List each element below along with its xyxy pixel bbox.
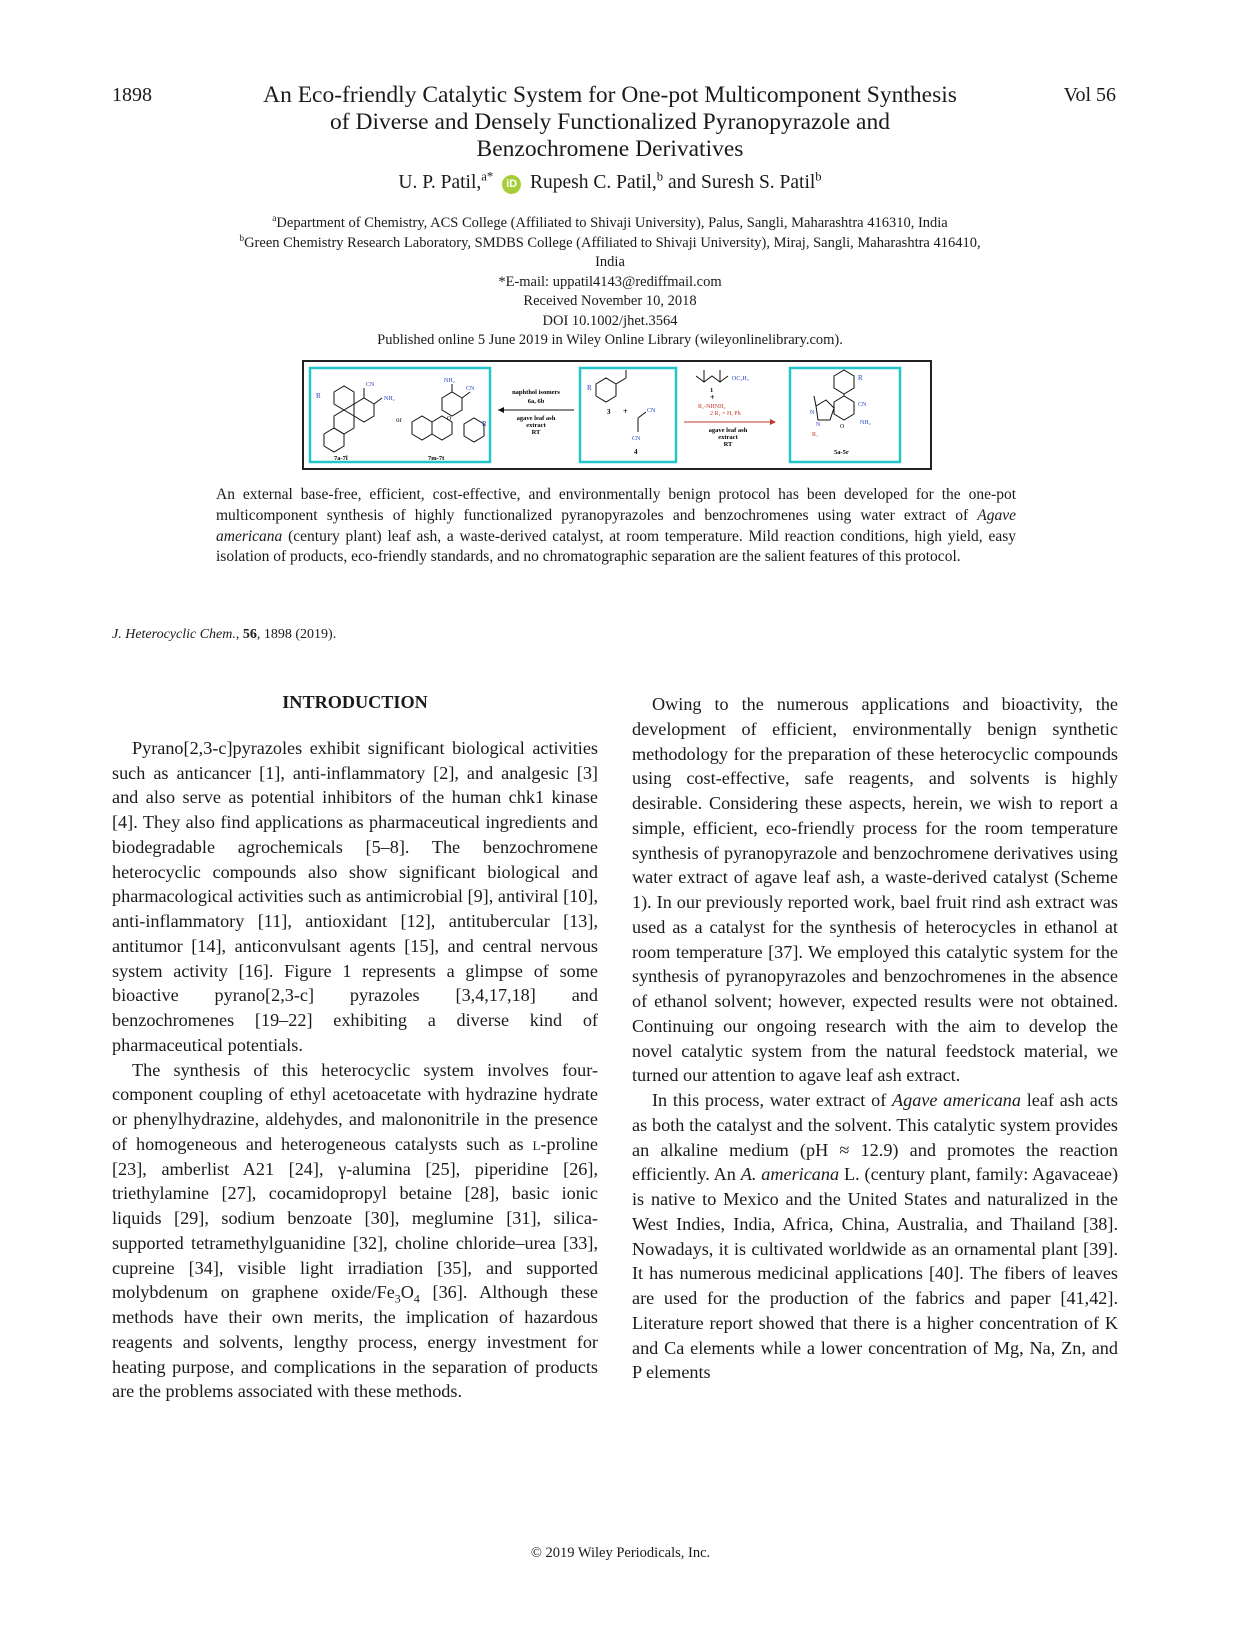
scheme-nh2-1: NH₂ <box>384 396 395 402</box>
scheme-cn-1: CN <box>366 382 375 388</box>
benzochromene-structure-2 <box>412 384 484 442</box>
num-4: 4 <box>634 448 638 456</box>
scheme-r-3: R <box>587 384 592 392</box>
num-3: 3 <box>607 408 611 416</box>
ethyl-acetoacetate-structure <box>696 370 728 382</box>
affiliation-b-label: b <box>239 233 245 244</box>
scheme-nh2-3: NH₂ <box>860 420 871 426</box>
scheme-cn-2: CN <box>466 386 475 392</box>
scheme-nh2-2: NH₂ <box>444 378 455 384</box>
scheme-r1: R₁ <box>812 432 819 438</box>
cond-left-5: RT <box>531 429 541 436</box>
paragraph-4: In this process, water extract of Agave americana leaf ash acts as both the catalyst and the solvent. This catalytic system provides an alkaline medium (pH ≈ 12.9) and promotes the reaction efficiently. An A. americana L. (century plant, family: Agavaceae) is native to Mexico and the United States and naturalized in the West Indies, India, Africa, China, Australia, and Thailand [38]. Nowadays, it is cultivated worldwide as an ornamental plant [39]. It has numerous medicinal applications [40]. The fibers of leaves are used for the production of the fabrics and paper [41,42]. Literature report showed that there is a higher concentration of K and Ca elements while a lower concentration of Mg, Na, Zn, and P elements <box>632 1090 1118 1383</box>
affiliations <box>205 214 1015 351</box>
cond-right-2: extract <box>718 434 738 441</box>
title-line-2: of Diverse and Densely Functionalized Pyranopyrazole and <box>330 109 890 135</box>
cond-left-1: naphthol isomers <box>512 389 560 396</box>
author-1-affiliation: a* <box>481 169 494 184</box>
cond-left-4: extract <box>526 422 546 429</box>
reactant-box <box>580 368 676 462</box>
affiliation-b: $^b$Green Chemistry Research Laboratory, SMDBS College (Affiliated to Shivaji University), Miraj, Sangli, Maharashtra 416410, India <box>239 233 981 270</box>
scheme-cn-3: CN <box>647 408 656 414</box>
author-2-affiliation: b <box>656 169 664 184</box>
title-line-1: An Eco-friendly Catalytic System for One-pot Multicomponent Synthesis <box>263 82 957 108</box>
cond-right-3: RT <box>723 441 733 448</box>
body-column-right <box>632 692 1118 1385</box>
journal-volume: 56 <box>242 627 257 642</box>
title-line-3: Benzochromene Derivatives <box>476 136 744 162</box>
hydrazine: R₁-NHNH₂ <box>698 404 726 410</box>
scheme-plus-2: + <box>710 393 715 402</box>
scheme-cn-5: CN <box>858 402 867 408</box>
scheme-r-1: R <box>316 392 321 400</box>
scheme-o-1: O <box>447 416 452 422</box>
reagent-1: OC₂H₅ <box>732 376 749 382</box>
scheme-o-2: O <box>840 424 845 430</box>
benzochromene-structure-1 <box>324 386 382 452</box>
scheme-n-2: N <box>816 422 821 428</box>
author-3-affiliation: b <box>815 169 822 184</box>
malononitrile-structure <box>638 412 646 432</box>
orcid-icon[interactable]: iD <box>502 175 521 194</box>
aldehyde-structure <box>596 370 626 402</box>
doi[interactable]: DOI 10.1002/jhet.3564 <box>542 312 678 329</box>
num-1: 1 <box>710 387 714 394</box>
label-7m-7t: 7m-7t <box>428 455 445 462</box>
copyright-footer: © 2019 Wiley Periodicals, Inc. <box>530 1545 711 1561</box>
abstract: An external base-free, efficient, cost-effective, and environmentally benign protocol has been developed for the one-pot multicomponent synthesis of highly functionalized pyranopyrazoles and benzochromenes using water extract of Agave americana (century plant) leaf ash, a waste-derived catalyst, at room temperature. Mild reaction conditions, high yield, easy isolation of products, eco-friendly standards, and no chromatographic separation are the salient features of this protocol. <box>216 486 1016 566</box>
section-heading-introduction: INTRODUCTION <box>282 692 428 712</box>
article-title <box>230 82 990 163</box>
cond-left-2: 6a, 6b <box>527 398 545 405</box>
scheme-r-4: R <box>858 374 863 382</box>
published-note: Published online 5 June 2019 in Wiley Online Library (wileyonlinelibrary.com). <box>377 332 843 348</box>
num-2: 2 R₁ = H, Ph <box>710 411 741 417</box>
cond-left-3: agave leaf ash <box>516 415 556 422</box>
scheme-r-2: R <box>482 420 487 428</box>
author-3: and Suresh S. Patil <box>663 172 816 193</box>
affiliation-a: $^a$Department of Chemistry, ACS College (Affiliated to Shivaji University), Palus, Sangli, Maharashtra 416310, India <box>272 214 948 231</box>
product-box-right <box>790 368 900 462</box>
paragraph-3: Owing to the numerous applications and bioactivity, the development of efficient, environmentally benign synthetic methodology for the preparation of these heterocyclic compounds using cost-effective, safe reagents, and solvents is highly desirable. Considering these aspects, herein, we wish to report a simple, efficient, eco-friendly process for the room temperature synthesis of pyranopyrazole and benzochromene derivatives using water extract of agave leaf ash, a waste-derived catalyst (Scheme 1). In our previously reported work, bael fruit rind ash extract was used as a catalyst for the synthesis of heterocycles in ethanol at room temperature [37]. We employed this catalytic system for the synthesis of pyranopyrazoles and benzochromenes in the absence of ethanol solvent; however, expected results were not obtained. Continuing our ongoing research with the aim to develop the novel catalytic system from the natural feedstock material, we turned our attention to agave leaf ash extract. <box>632 694 1118 1086</box>
scheme-or: or <box>396 416 402 424</box>
body-column-left <box>112 692 598 1404</box>
abstract-species: Agave americana <box>216 506 1016 545</box>
author-1: U. P. Patil, <box>398 172 482 193</box>
product-box-left <box>310 368 490 462</box>
graphical-abstract-scheme <box>302 360 932 470</box>
scheme-drawing <box>304 362 930 468</box>
affiliation-a-label: a <box>272 214 277 225</box>
scheme-cn-4: CN <box>632 436 641 442</box>
email[interactable]: *E-mail: uppatil4143@rediffmail.com <box>498 273 722 290</box>
cond-right-1: agave leaf ash <box>708 427 748 434</box>
label-5a-5r: 5a-5r <box>834 449 849 456</box>
author-list <box>230 169 990 194</box>
pyranopyrazole-structure <box>814 370 854 420</box>
journal-citation: J. Heterocyclic Chem., 56, 1898 (2019). <box>112 627 337 642</box>
author-2: Rupesh C. Patil, <box>525 172 657 193</box>
paragraph-1: Pyrano[2,3-c]pyrazoles exhibit significant biological activities such as anticancer [1], anti-inflammatory [2], and analgesic [3] and also serve as potential inhibitors of the human chk1 kinase [4]. They also find applications as pharmaceutical ingredients and biodegradable agrochemicals [5–8]. The benzochromene heterocyclic compounds also show significant biological and pharmacological activities such as antimicrobial [9], antiviral [10], anti-inflammatory [11], antioxidant [12], antitubercular [13], antitumor [14], anticonvulsant agents [15], and central nervous system activity [16]. Figure 1 represents a glimpse of some bioactive pyrano[2,3-c] pyrazoles [3,4,17,18] and benzochromenes [19–22] exhibiting a diverse kind of pharmaceutical potentials. <box>112 737 598 1055</box>
arrow-left-head <box>498 407 504 413</box>
page-number: 1898 <box>112 84 152 106</box>
volume-label: Vol 56 <box>1063 84 1116 106</box>
scheme-n-1: N <box>810 410 815 416</box>
journal-name: J. Heterocyclic Chem. <box>112 627 236 642</box>
scheme-plus-1: + <box>623 407 628 416</box>
paragraph-2: The synthesis of this heterocyclic system involves four-component coupling of ethyl acetoacetate with hydrazine hydrate or phenylhydrazine, aldehydes, and malononitrile in the presence of homogeneous and heterogeneous catalysts such as l-proline [23], amberlist A21 [24], γ-alumina [25], piperidine [26], triethylamine [27], cocamidopropyl betaine [28], basic ionic liquids [29], sodium benzoate [30], meglumine [31], silica-supported tetramethylguanidine [32], choline chloride–urea [33], cupreine [34], visible light irradiation [35], and supported molybdenum on graphene oxide/$Fe_3O_4$ [36]. Although these methods have their own merits, the implication of hazardous reagents and solvents, lengthy process, energy investment for heating purpose, and complications in the separation of products are the problems associated with these methods. <box>112 1059 598 1402</box>
arrow-right-head <box>770 419 776 425</box>
label-7a-7l: 7a-7l <box>334 455 348 462</box>
received-date: Received November 10, 2018 <box>523 293 697 309</box>
